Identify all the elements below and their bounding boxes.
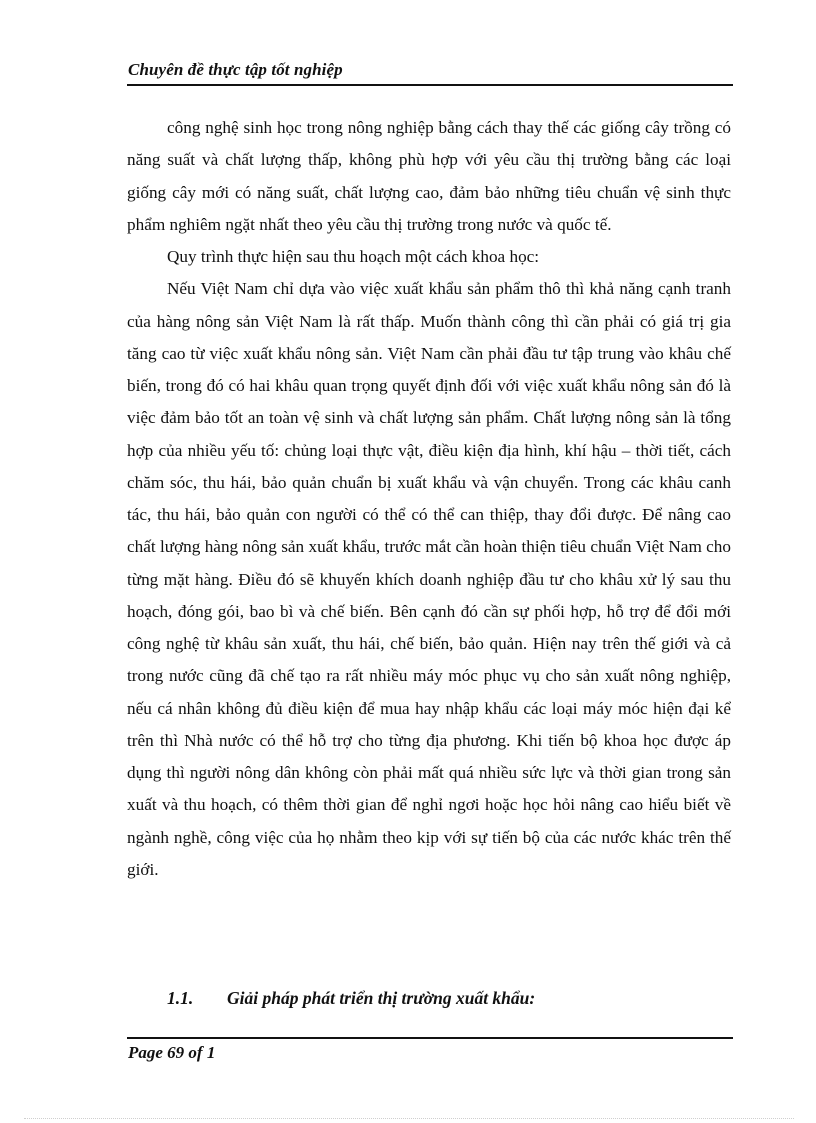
running-header-title: Chuyên đề thực tập tốt nghiệp — [128, 60, 343, 79]
body-paragraph-continuation: công nghệ sinh học trong nông nghiệp bằng cách thay thế các giống cây trồng có năng suất và chất lượng thấp, không phù hợp với yêu cầu thị trường bằng các loại giống cây mới có năng suất, chất lượng cao, đảm bảo những tiêu chuẩn vệ sinh thực phẩm nghiêm ngặt nhất theo yêu cầu thị trường trong nước và quốc tế. — [127, 118, 731, 234]
body-paragraph-process: Quy trình thực hiện sau thu hoạch một cách khoa học: — [167, 247, 540, 266]
section-title: Giải pháp phát triển thị trường xuất khẩu: — [227, 988, 536, 1008]
body-paragraph-main: Nếu Việt Nam chỉ dựa vào việc xuất khẩu sản phẩm thô thì khả năng cạnh tranh của hàng nông sản Việt Nam là rất thấp. Muốn thành công thì cần phải có giá trị gia tăng cao từ việc xuất khẩu nông sản. Việt Nam cần phải đầu tư tập trung vào khâu chế biến, trong đó có hai khâu quan trọng quyết định đối với việc xuất khẩu nông sản đó là việc đảm bảo tốt an toàn vệ sinh và chất lượng sản phẩm. Chất lượng nông sản là tổng hợp của nhiều yếu tố: chủng loại thực vật, điều kiện địa hình, khí hậu – thời tiết, cách chăm sóc, thu hái, bảo quản chuẩn bị xuất khẩu và vận chuyển. Trong các khâu canh tác, thu hái, bảo quản con người có thể có thể can thiệp, thay đổi được. Để nâng cao chất lượng hàng nông sản xuất khẩu, trước mắt cần hoàn thiện tiêu chuẩn Việt Nam cho từng mặt hàng. Điều đó sẽ khuyến khích doanh nghiệp đầu tư cho khâu xử lý sau thu hoạch, đóng gói, bao bì và chế biến. Bên cạnh đó cần sự phối hợp, hỗ trợ để đổi mới công nghệ từ khâu sản xuất, thu hái, chế biến, bảo quản. Hiện nay trên thế giới và cả trong nước cũng đã chế tạo ra rất nhiều máy móc phục vụ cho sản xuất nông nghiệp, nếu cá nhân không đủ điều kiện để mua hay nhập khẩu các loại máy móc hiện đại kể trên thì Nhà nước có thể hỗ trợ cho từng địa phương. Khi tiến bộ khoa học được áp dụng thì người nông dân không còn phải mất quá nhiều sức lực và thời gian trong sản xuất và thu hoạch, có thêm thời gian để nghỉ ngơi hoặc học hỏi nâng cao hiểu biết về ngành nghề, công việc của họ nhằm theo kịp với sự tiến bộ của các nước khác trên thế giới. — [127, 279, 731, 879]
page-number: Page 69 of 1 — [128, 1043, 216, 1062]
document-body — [127, 112, 731, 886]
section-heading — [167, 988, 535, 1009]
page-edge-dots — [24, 1118, 794, 1119]
header-divider — [127, 84, 733, 86]
footer-divider — [127, 1037, 733, 1039]
section-number: 1.1. — [167, 988, 194, 1008]
